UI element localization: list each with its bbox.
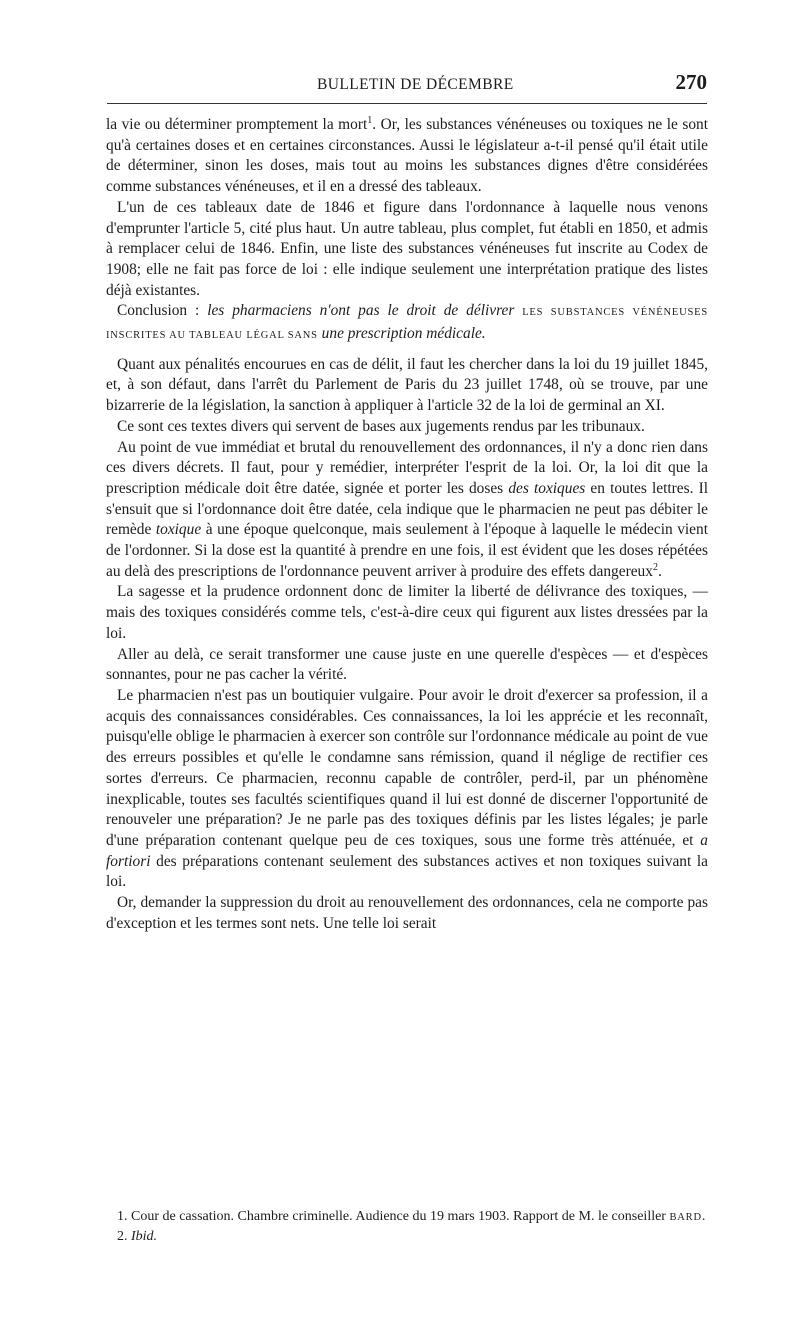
- fn1-end: .: [701, 1209, 706, 1224]
- p9-italic-b: a fortiori: [106, 831, 708, 870]
- p6-e: à une époque quelconque, mais seulement à l'époque à laquelle le médecin vient de l'ordonner. Si la dose est la quantité à prendre en une fois, il est évident que les doses répétées au delà des prescriptions de l'ordonnance peuvent arriver à produire des effets dangereux: [106, 521, 708, 580]
- conclusion-italic-2: une prescription médicale.: [321, 325, 486, 343]
- conclusion-italic-1: les pharmaciens n'ont pas le droit de délivrer: [207, 302, 515, 320]
- paragraph-4: Quant aux pénalités encourues en cas de délit, il faut les chercher dans la loi du 19 juillet 1845, et, à son défaut, dans l'arrêt du Parlement de Paris du 23 juillet 1748, où se trouve, par une bizarrerie de la législation, la sanction à appliquer à l'article 32 de la loi de germinal an XI.: [106, 355, 708, 415]
- p9-a: Le pharmacien n'est pas un boutiquier vulgaire. Pour avoir le droit d'exercer sa profession, il a acquis des connaissances considérables. Ces connaissances, la loi les apprécie et les reconnaît, puisqu'elle oblige le pharmacien à exercer son contrôle sur l'ordonnance médicale au point de vue des erreurs possibles et qu'elle le condamne sans rémission, quand il néglige de rectifier ces sortes d'erreurs. Ce pharmacien, reconnu capable de contrôler, perd-il, par un phénomène inexplicable, toutes ses facultés scientifiques quand il lui est donné de discerner l'opportunité de renouveler une préparation? Je ne parle pas des toxiques définis par les listes légales; je parle d'une préparation contenant quelque peu de ces toxiques, sous une forme très atténuée, et: [106, 686, 708, 849]
- paragraph-7: La sagesse et la prudence ordonnent donc de limiter la liberté de délivrance des toxiques, — mais des toxiques considérés comme tels, c'est-à-dire ceux qui figurent aux listes dressées par la loi.: [106, 583, 708, 642]
- paragraph-1: [106, 115, 708, 198]
- conclusion-lead: Conclusion :: [117, 302, 208, 320]
- p6-italic-d: toxique: [155, 521, 202, 539]
- page-number: 270: [675, 70, 707, 94]
- body-text: [106, 115, 708, 934]
- paragraph-9: [106, 686, 708, 893]
- fn2-italic: Ibid.: [131, 1228, 158, 1244]
- running-title: BULLETIN DE DÉCEMBRE: [317, 76, 514, 93]
- page-header: [107, 72, 707, 102]
- footnote-ref-1: 1: [367, 114, 373, 126]
- footnote-2: [106, 1228, 708, 1247]
- header-rule: [107, 103, 707, 104]
- paragraph-10: Or, demander la suppression du droit au renouvellement des ordonnances, cela ne comporte pas d'exception et les termes sont nets. Une telle loi serait: [106, 894, 708, 932]
- p1-text-after: . Or, les substances vénéneuses ou toxiques ne le sont qu'à certaines doses et en certaines circonstances. Aussi le législateur a-t-il pensé qu'il était utile de déterminer, sinon les doses, mais tout au moins les substances dignes d'être considérées comme substances vénéneuses, et il en a dressé des tableaux.: [106, 116, 708, 196]
- fn1-text: 1. Cour de cassation. Chambre criminelle. Audience du 19 mars 1903. Rapport de M. le conseiller: [117, 1209, 670, 1224]
- paragraph-2: L'un de ces tableaux date de 1846 et figure dans l'ordonnance à laquelle nous venons d'emprunter l'article 5, cité plus haut. Un autre tableau, plus complet, fut établi en 1850, et admis à remplacer celui de 1846. Enfin, une liste des substances vénéneuses fut inscrite au Codex de 1908; elle ne fait pas force de loi : elle indique seulement une interprétation pratique des listes déjà existantes.: [106, 198, 708, 299]
- fn1-small-caps: BARD: [669, 1212, 702, 1223]
- p6-a: Au point de vue immédiat et brutal du renouvellement des ordonnances, il n'y a donc rien dans ces divers décrets. Il faut, pour y remédier, interpréter l'esprit de la loi. Or, la loi dit que la prescription médicale doit être datée, signée et porter les doses: [106, 438, 708, 497]
- paragraph-conclusion: [106, 301, 708, 346]
- footnotes: [106, 1208, 708, 1246]
- footnote-ref-2: 2: [652, 561, 658, 573]
- paragraph-6: [106, 438, 708, 583]
- paragraph-8: Aller au delà, ce serait transformer une cause juste en une querelle d'espèces — et d'espèces sonnantes, pour ne pas cacher la vérité.: [106, 645, 708, 684]
- fn2-num: 2.: [117, 1228, 131, 1244]
- p9-c: des préparations contenant seulement des substances actives et non toxiques suivant la loi.: [106, 852, 708, 891]
- p6-c: en toutes lettres. Il s'ensuit que si l'ordonnance doit être datée, cela indique que le pharmacien ne peut pas débiter le remède: [106, 479, 708, 539]
- footnote-1: [106, 1208, 708, 1228]
- p6-italic-b: des toxiques: [508, 479, 586, 497]
- p6-f: .: [657, 562, 662, 580]
- conclusion-small-caps: LES SUBSTANCES VÉNÉNEUSES INSCRITES AU TABLEAU LÉGAL SANS: [106, 307, 708, 342]
- p1-text: la vie ou déterminer promptement la mort: [106, 116, 368, 133]
- paragraph-5: Ce sont ces textes divers qui servent de bases aux jugements rendus par les tribunaux.: [117, 417, 645, 435]
